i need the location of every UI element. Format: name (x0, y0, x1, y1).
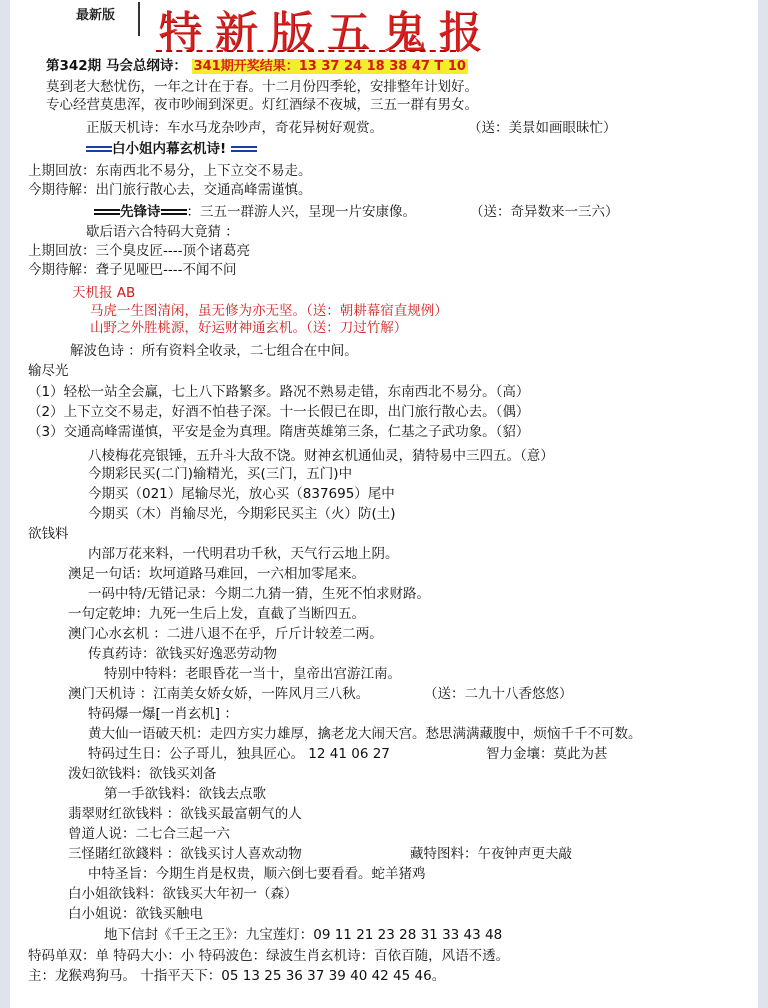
text-line-34-note: 智力金壤：莫此为甚 (486, 746, 608, 762)
document-page (10, 0, 758, 1008)
text-line-20: 今期彩民买(二门)输精光，买(三门，五门)中 (88, 466, 353, 482)
text-line-18: （3）交通高峰需谨慎，平安是金为真理。隋唐英雄第三条，仁基之子武功象。（貂） (28, 424, 530, 440)
text-line-40: 中特圣旨：今期生肖是权贵，顺六倒七要看看。蛇羊猪鸡 (88, 866, 426, 882)
text-line-38: 曾道人说：二七合三起一六 (68, 826, 230, 842)
double-bar-icon (231, 146, 257, 152)
text-line-31-note: （送：二九十八香悠悠） (424, 686, 573, 702)
issue-number: 第342期 (46, 58, 102, 74)
text-line-10: 今期待解：聋子见哑巴----不闻不问 (28, 262, 237, 278)
text-line-7-note: （送：奇异数来一三六） (470, 204, 619, 220)
double-bar-icon (86, 146, 112, 152)
text-line-28: 澳门心水玄机 ：二进八退不在乎，斤斤计较差二两。 (68, 626, 383, 642)
text-line-26: 一码中特/无错记录：今期二九猜一猜，生死不怕求财路。 (88, 586, 431, 602)
text-line-4-label: 白小姐内幕玄机诗! (112, 141, 227, 157)
text-line-16: （1）轻松一站全会赢，七上八下路繁多。路况不熟易走错，东南西北不易分。（高） (28, 384, 530, 400)
text-line-13: 山野之外胜桃源，好运财神通玄机。（送：刀过竹解） (90, 320, 408, 336)
text-line-34: 特码过生日：公子哥儿，独具匠心。 12 41 06 27 (88, 746, 390, 762)
page-title: 特新版五鬼报 (158, 7, 494, 58)
text-line-42: 白小姐说：欲钱买触电 (68, 906, 203, 922)
text-line-5: 上期回放：东南西北不易分，上下立交不易走。 (28, 163, 312, 179)
text-line-11: 天机报 AB (72, 285, 136, 301)
result-banner: 341期开奖结果：13 37 24 18 38 47 T 10 (193, 59, 466, 74)
text-line-36: 第一手欲钱料：欲钱去点歌 (104, 786, 266, 802)
section-heading: 欲钱料 (28, 526, 69, 542)
text-line-45: 主：龙猴鸡狗马。 十指平天下：05 13 25 36 37 39 40 42 45 46。 (28, 968, 446, 984)
text-line-27: 一句定乾坤：九死一生后上发，直截了当断四五。 (68, 606, 365, 622)
text-line-2: 专心经营莫患浑，夜市吵闹到深更。灯红酒绿不夜城，三五一群有男女。 (46, 97, 478, 113)
text-line-3-note: （送：美景如画眼昧忙） (468, 120, 617, 136)
text-line-43: 地下信封《千王之王》：九宝莲灯：09 11 21 23 28 31 33 43 48 (104, 927, 503, 943)
text-line-31: 澳门天机诗 ：江南美女娇女娇，一阵风月三八秋。 (68, 686, 370, 702)
edition-label: 最新版 (76, 8, 116, 23)
text-line-21: 今期买（021）尾输尽光，放心买（837695）尾中 (88, 486, 395, 502)
text-line-39: 三怪賭红欲錢料 ：欲钱买讨人喜欢动物 (68, 846, 302, 862)
text-line-25: 澳足一句话：坎坷道路马难回，一六相加零尾来。 (68, 566, 365, 582)
text-line-29: 传真药诗：欲钱买好逸恶劳动物 (88, 646, 277, 662)
poem-label: 马会总纲诗： (105, 58, 187, 74)
text-line-7-body: ：三五一群游人兴，呈现一片安康像。 (186, 204, 416, 220)
header-divider (138, 2, 140, 36)
text-line-24: 内部万花来料，一代明君功千秋，天气行云地上阴。 (88, 546, 399, 562)
text-line-30: 特别中特料：老眼昏花一当十，皇帝出宫游江南。 (104, 666, 401, 682)
text-line-8: 歇后语六合特码大竟猜 ： (86, 224, 239, 240)
double-bar-icon (94, 209, 120, 215)
text-line-12: 马虎一生图清闲，虽无修为亦无坚。（送：朝耕幕宿直规例） (90, 303, 448, 319)
text-line-9: 上期回放：三个臭皮匠----顶个诸葛亮 (28, 243, 250, 259)
section-heading: 输尽光 (28, 363, 69, 379)
text-line-35: 泼妇欲钱料：欲钱买刘备 (68, 766, 217, 782)
text-line-7 (94, 204, 416, 221)
title-underline (156, 50, 456, 52)
text-line-7-label: 先锋诗 (120, 204, 161, 220)
double-bar-icon (161, 209, 187, 215)
text-line-22: 今期买（木）肖输尽光，今期彩民买主（火）防(土) (88, 506, 396, 522)
text-line-4 (86, 141, 257, 158)
text-line-33: 黄大仙一语破天机：走四方实力雄厚，擒老龙大闹天宫。愁思满满藏腹中，烦恼千千不可数。 (88, 726, 642, 742)
issue-line (46, 58, 468, 75)
text-line-41: 白小姐欲钱料：欲钱买大年初一（森） (68, 886, 298, 902)
text-line-1: 莫到老大愁忧伤，一年之计在于春。十二月份四季轮，安排整年计划好。 (46, 79, 478, 95)
text-line-14: 解波色诗 ：所有资料全收录，二七组合在中间。 (70, 343, 358, 359)
text-line-39-note: 藏特图料：午夜钟声更夫敲 (410, 846, 572, 862)
text-line-32: 特码爆一爆[一肖玄机] ： (88, 706, 238, 722)
text-line-19: 八棱梅花亮银锤，五升斗大敌不饶。财神玄机通仙灵，猜特易中三四五。（意） (88, 448, 554, 464)
text-line-17: （2）上下立交不易走，好酒不怕巷子深。十一长假已在即，出门旅行散心去。（偶） (28, 404, 530, 420)
text-line-44: 特码单双：单 特码大小：小 特码波色：绿波生肖玄机诗：百依百随，风语不透。 (28, 948, 510, 964)
text-line-37: 翡翠财红欲钱料 ：欲钱买最富朝气的人 (68, 806, 302, 822)
text-line-3: 正版天机诗：车水马龙杂吵声，奇花异树好观赏。 (86, 120, 383, 136)
text-line-6: 今期待解：出门旅行散心去，交通高峰需谨慎。 (28, 182, 312, 198)
